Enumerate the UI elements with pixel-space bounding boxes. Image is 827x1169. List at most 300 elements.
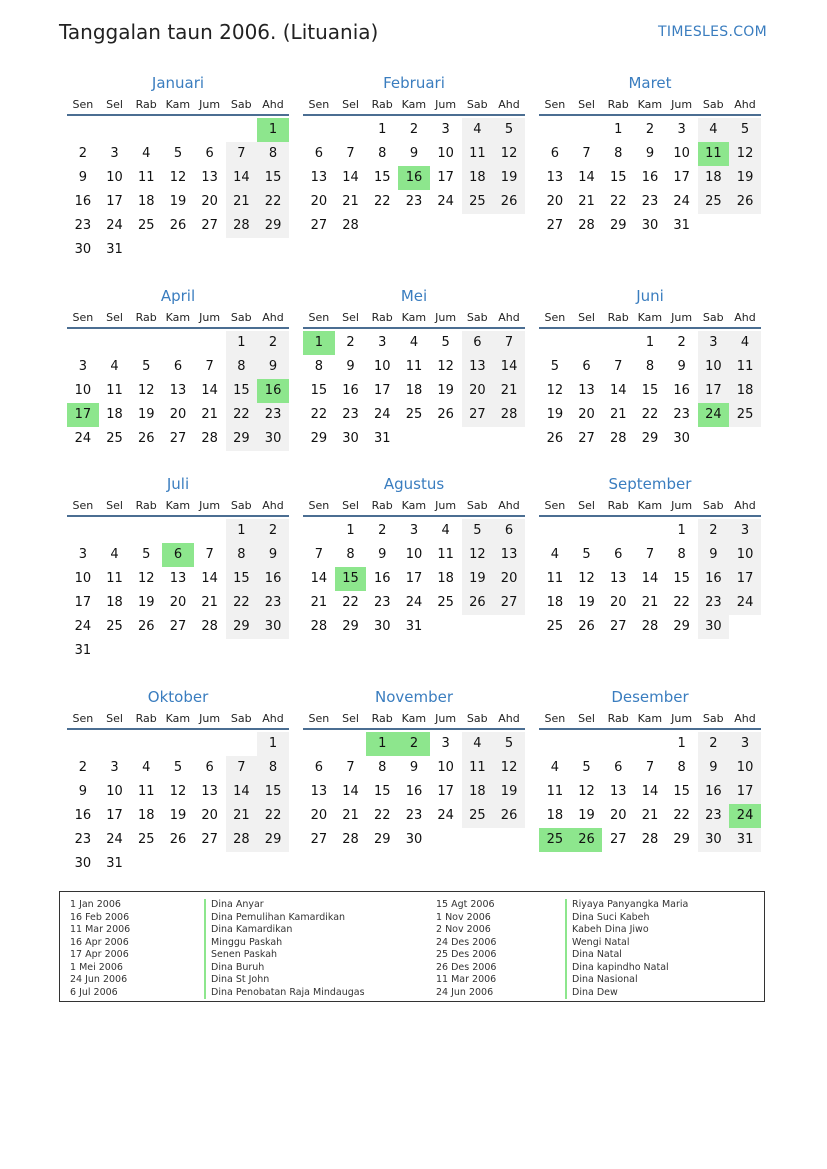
day-cell: 14: [641, 784, 659, 799]
day-cell: 21: [342, 808, 359, 823]
day-cell: 4: [409, 335, 419, 350]
weekday-label: Sab: [702, 498, 724, 512]
day-cell: 22: [373, 194, 391, 209]
day-cell: 9: [78, 170, 87, 185]
weekday-label: Kam: [637, 310, 663, 324]
site-link[interactable]: TIMESLES.COM: [658, 24, 767, 40]
day-cell: 23: [641, 194, 659, 209]
day-cell: 2: [346, 335, 355, 350]
legend-holiday-name: Dina St John: [204, 974, 365, 987]
day-cell: 29: [226, 427, 258, 451]
empty-cell: [130, 331, 162, 355]
day-cell: 16: [342, 383, 359, 398]
day-cell: 9: [257, 355, 289, 379]
legend-dates-right: [436, 899, 496, 999]
day-cell: 3: [441, 736, 450, 751]
empty-cell: [698, 214, 730, 238]
empty-cell: [226, 732, 258, 756]
day-cell: 20: [462, 379, 494, 403]
day-cell: 23: [257, 403, 289, 427]
day-cell: 30: [698, 828, 730, 852]
day-cell: 14: [226, 166, 258, 190]
day-cell: 18: [106, 595, 123, 610]
day-cell: 24: [405, 595, 423, 610]
day-cell: 16: [641, 170, 659, 185]
empty-cell: [99, 331, 131, 355]
weekday-header: [67, 708, 289, 730]
day-cell: 27: [201, 832, 218, 847]
day-cell: 5: [582, 760, 591, 775]
day-cell: 23: [74, 218, 92, 233]
day-cell: 6: [173, 359, 183, 374]
day-cell: 22: [673, 595, 690, 610]
day-cell: 15: [373, 170, 391, 185]
day-cell: 10: [74, 571, 92, 586]
day-cell: 16: [74, 808, 92, 823]
day-cell: 17: [437, 170, 454, 185]
day-cell: 25: [462, 190, 494, 214]
weekday-label: Jum: [199, 310, 221, 324]
day-cell: 4: [110, 359, 119, 374]
day-cell: 28: [578, 218, 595, 233]
day-cell: 17: [74, 595, 92, 610]
day-cell: 24: [673, 194, 690, 209]
legend-date: 1 Mei 2006: [70, 961, 123, 973]
day-cell: 21: [641, 808, 659, 823]
day-cell: 30: [698, 615, 730, 639]
day-cell: 21: [310, 595, 328, 610]
day-cell: 22: [257, 804, 289, 828]
day-cell: 5: [729, 118, 761, 142]
day-cell: 2: [78, 146, 87, 161]
day-cell: 4: [441, 523, 450, 538]
day-cell: 25: [729, 403, 761, 427]
day-cell: 11: [462, 756, 494, 780]
day-cell: 8: [314, 359, 323, 374]
day-cell: 27: [462, 403, 494, 427]
legend-holiday-name: Kabeh Dina Jiwo: [565, 924, 688, 937]
month-juli: [67, 473, 289, 663]
day-cell: 27: [169, 619, 187, 634]
empty-cell: [634, 519, 666, 543]
day-cell: 1: [677, 736, 686, 751]
day-cell: 21: [201, 595, 218, 610]
weekday-label: Rab: [135, 498, 157, 512]
day-cell: 5: [493, 732, 525, 756]
legend-date: 1 Nov 2006: [436, 911, 491, 923]
day-cell: 14: [342, 784, 359, 799]
day-cell: 2: [409, 122, 419, 137]
weekday-label: Jum: [435, 711, 457, 725]
day-cell: 30: [405, 832, 423, 847]
day-cell: 18: [462, 166, 494, 190]
day-cell: 8: [257, 142, 289, 166]
empty-cell: [130, 639, 162, 663]
day-cell: 6: [205, 760, 214, 775]
day-cell: 7: [645, 760, 655, 775]
weekday-header: [539, 307, 761, 329]
day-cell: 13: [546, 170, 564, 185]
weekday-label: Kam: [637, 711, 663, 725]
day-cell: 20: [609, 808, 627, 823]
empty-cell: [226, 852, 258, 876]
day-cell: 5: [173, 760, 183, 775]
weekday-label: Jum: [671, 310, 693, 324]
day-cell: 30: [257, 615, 289, 639]
day-cell: 19: [137, 407, 155, 422]
day-cell: 26: [437, 407, 454, 422]
day-cell: 7: [205, 359, 214, 374]
empty-cell: [539, 331, 571, 355]
empty-cell: [398, 427, 430, 451]
day-cell: 18: [546, 808, 564, 823]
day-cell: 21: [342, 194, 359, 209]
month-maret: [539, 72, 761, 238]
weekday-label: Sel: [342, 498, 359, 512]
weekday-label: Jum: [671, 498, 693, 512]
legend-holiday-name: Dina Nasional: [565, 974, 688, 987]
weekday-label: Sen: [308, 711, 330, 725]
empty-cell: [257, 639, 289, 663]
month-title: Oktober: [147, 688, 209, 706]
day-cell: 7: [645, 547, 655, 562]
weekday-label: Sen: [544, 97, 566, 111]
weekday-label: Ahd: [734, 310, 756, 324]
day-cell: 4: [550, 547, 559, 562]
legend-date: 24 Jun 2006: [70, 974, 128, 985]
empty-cell: [539, 519, 571, 543]
empty-cell: [729, 427, 761, 451]
day-cell: 13: [578, 383, 595, 398]
empty-cell: [162, 732, 194, 756]
empty-cell: [493, 828, 525, 852]
holiday-legend: [59, 891, 765, 1002]
day-cell: 26: [729, 190, 761, 214]
month-februari: [303, 72, 525, 238]
day-cell: 22: [609, 194, 627, 209]
day-cell: 28: [201, 619, 218, 634]
empty-cell: [99, 639, 131, 663]
weekday-label: Rab: [607, 310, 629, 324]
day-cell: 18: [729, 379, 761, 403]
day-cell: 6: [314, 760, 323, 775]
day-cell: 22: [257, 190, 289, 214]
day-cell: 27: [310, 218, 328, 233]
day-cell: 18: [137, 808, 155, 823]
day-cell: 10: [405, 547, 423, 562]
day-cell: 4: [110, 547, 119, 562]
empty-cell: [335, 732, 367, 756]
day-cell: 14: [578, 170, 595, 185]
day-cell: 12: [546, 383, 564, 398]
day-cell: 31: [673, 218, 690, 233]
day-cell: 13: [609, 784, 627, 799]
day-cell: 3: [409, 523, 419, 538]
day-cell: 8: [614, 146, 623, 161]
day-cell: 27: [578, 431, 595, 446]
weekday-label: Sel: [578, 498, 595, 512]
day-cell: 19: [729, 166, 761, 190]
day-cell: 30: [257, 427, 289, 451]
day-cell: 6: [550, 146, 559, 161]
legend-date: 24 Jun 2006: [436, 986, 494, 998]
day-cell: 9: [346, 359, 355, 374]
weekday-label: Sen: [544, 711, 566, 725]
day-cell: 13: [609, 571, 627, 586]
day-cell: 14: [201, 571, 218, 586]
weekday-label: Jum: [199, 498, 221, 512]
empty-cell: [539, 118, 571, 142]
weekday-label: Rab: [607, 711, 629, 725]
day-cell: 29: [609, 218, 627, 233]
day-cell: 25: [539, 828, 571, 852]
day-cell: 27: [493, 591, 525, 615]
legend-date: 2 Nov 2006: [436, 924, 491, 935]
legend-names-right: [565, 899, 688, 999]
empty-cell: [462, 615, 494, 639]
day-cell: 13: [462, 355, 494, 379]
day-grid: [303, 732, 525, 852]
day-cell: 1: [614, 122, 623, 137]
weekday-label: Rab: [135, 711, 157, 725]
month-title: Januari: [151, 74, 205, 92]
day-cell: 8: [226, 543, 258, 567]
legend-names-left: [204, 899, 365, 999]
day-grid: [67, 331, 289, 451]
day-cell: 17: [729, 567, 761, 591]
day-cell: 13: [493, 543, 525, 567]
day-cell: 20: [169, 407, 187, 422]
weekday-label: Rab: [371, 97, 393, 111]
weekday-header: [303, 307, 525, 329]
day-cell: 17: [729, 780, 761, 804]
empty-cell: [303, 519, 335, 543]
day-cell: 8: [346, 547, 355, 562]
weekday-label: Sab: [230, 711, 252, 725]
weekday-label: Sen: [72, 498, 94, 512]
weekday-label: Jum: [435, 498, 457, 512]
day-cell: 20: [169, 595, 187, 610]
day-cell: 12: [493, 142, 525, 166]
empty-cell: [571, 118, 603, 142]
day-cell: 22: [641, 407, 659, 422]
day-cell: 17: [405, 571, 423, 586]
day-cell: 4: [698, 118, 730, 142]
day-cell: 24: [373, 407, 391, 422]
day-cell: 26: [578, 619, 595, 634]
empty-cell: [462, 427, 494, 451]
day-cell: 20: [310, 194, 328, 209]
weekday-label: Ahd: [498, 498, 520, 512]
legend-holiday-name: Dina Buruh: [204, 962, 365, 975]
day-cell: 15: [310, 383, 328, 398]
day-cell: 5: [462, 519, 494, 543]
empty-cell: [194, 519, 226, 543]
day-cell: 12: [169, 784, 187, 799]
day-cell: 23: [405, 808, 423, 823]
day-cell: 24: [74, 619, 92, 634]
weekday-label: Sen: [72, 711, 94, 725]
day-cell: 20: [201, 808, 218, 823]
day-cell: 31: [106, 242, 123, 257]
month-title: Juni: [636, 287, 664, 305]
day-cell: 29: [257, 214, 289, 238]
month-oktober: [67, 686, 289, 876]
day-grid: [303, 118, 525, 238]
month-title: Juli: [166, 475, 190, 493]
empty-cell: [398, 214, 430, 238]
day-cell: 9: [645, 146, 655, 161]
day-grid: [539, 732, 761, 852]
day-cell: 6: [462, 331, 494, 355]
weekday-header: [303, 495, 525, 517]
empty-cell: [130, 852, 162, 876]
day-cell: 28: [609, 431, 627, 446]
weekday-label: Kam: [165, 498, 191, 512]
legend-holiday-name: Dina Penobatan Raja Mindaugas: [204, 987, 365, 1000]
day-cell: 26: [137, 431, 155, 446]
empty-cell: [257, 852, 289, 876]
legend-holiday-name: Dina Natal: [565, 949, 688, 962]
day-cell: 26: [546, 431, 564, 446]
day-cell: 2: [698, 732, 730, 756]
day-cell: 8: [645, 359, 655, 374]
empty-cell: [335, 118, 367, 142]
day-cell: 27: [546, 218, 564, 233]
day-cell: 21: [226, 804, 258, 828]
empty-cell: [194, 238, 226, 262]
day-cell: 19: [462, 567, 494, 591]
day-cell: 29: [342, 619, 359, 634]
day-cell: 12: [462, 543, 494, 567]
day-cell: 8: [378, 146, 387, 161]
day-cell: 11: [437, 547, 454, 562]
legend-date: 15 Agt 2006: [436, 899, 495, 910]
day-cell: 1: [257, 732, 289, 756]
day-cell: 10: [698, 355, 730, 379]
day-cell: 14: [342, 170, 359, 185]
weekday-label: Kam: [401, 498, 427, 512]
empty-cell: [226, 639, 258, 663]
day-cell: 12: [137, 383, 155, 398]
empty-cell: [162, 519, 194, 543]
empty-cell: [303, 118, 335, 142]
day-cell: 6: [493, 519, 525, 543]
day-cell: 5: [493, 118, 525, 142]
weekday-label: Kam: [165, 310, 191, 324]
empty-cell: [430, 214, 462, 238]
day-cell: 12: [493, 756, 525, 780]
day-cell: 28: [493, 403, 525, 427]
day-cell: 13: [169, 383, 187, 398]
day-cell: 13: [310, 784, 328, 799]
empty-cell: [99, 732, 131, 756]
day-cell: 21: [641, 595, 659, 610]
day-cell: 13: [169, 571, 187, 586]
day-cell: 17: [673, 170, 690, 185]
weekday-label: Rab: [371, 498, 393, 512]
month-juni: [539, 285, 761, 451]
month-januari: [67, 72, 289, 262]
legend-date: 1 Jan 2006: [70, 899, 121, 910]
empty-cell: [130, 519, 162, 543]
empty-cell: [602, 331, 634, 355]
day-grid: [303, 519, 525, 639]
day-cell: 14: [226, 780, 258, 804]
day-cell: 15: [226, 567, 258, 591]
day-cell: 23: [405, 194, 423, 209]
day-cell: 24: [698, 403, 730, 427]
empty-cell: [162, 639, 194, 663]
empty-cell: [729, 615, 761, 639]
day-cell: 7: [226, 142, 258, 166]
weekday-label: Sel: [342, 97, 359, 111]
day-cell: 27: [609, 619, 627, 634]
day-cell: 7: [493, 331, 525, 355]
day-cell: 10: [106, 170, 123, 185]
day-cell: 25: [546, 619, 564, 634]
weekday-label: Jum: [199, 97, 221, 111]
weekday-label: Ahd: [498, 310, 520, 324]
weekday-label: Sab: [702, 711, 724, 725]
day-cell: 19: [437, 383, 454, 398]
day-cell: 20: [493, 567, 525, 591]
day-cell: 3: [78, 359, 87, 374]
day-cell: 28: [342, 832, 359, 847]
day-cell: 10: [729, 543, 761, 567]
empty-cell: [571, 331, 603, 355]
day-cell: 16: [398, 166, 430, 190]
day-cell: 3: [441, 122, 450, 137]
day-cell: 31: [106, 856, 123, 871]
weekday-header: [303, 94, 525, 116]
day-cell: 21: [578, 194, 595, 209]
day-cell: 12: [578, 784, 595, 799]
empty-cell: [162, 852, 194, 876]
empty-cell: [226, 238, 258, 262]
day-cell: 26: [462, 591, 494, 615]
weekday-label: Ahd: [262, 310, 284, 324]
day-cell: 26: [137, 619, 155, 634]
empty-cell: [366, 214, 398, 238]
weekday-header: [67, 307, 289, 329]
day-cell: 21: [493, 379, 525, 403]
empty-cell: [430, 427, 462, 451]
day-grid: [67, 519, 289, 663]
day-cell: 7: [614, 359, 623, 374]
weekday-label: Ahd: [734, 97, 756, 111]
day-cell: 8: [226, 355, 258, 379]
day-cell: 4: [142, 760, 151, 775]
weekday-label: Kam: [401, 97, 427, 111]
day-cell: 12: [578, 571, 595, 586]
day-cell: 15: [335, 567, 367, 591]
legend-date: 16 Apr 2006: [70, 936, 129, 948]
day-cell: 12: [437, 359, 454, 374]
day-cell: 3: [110, 146, 119, 161]
day-cell: 10: [729, 756, 761, 780]
day-cell: 22: [673, 808, 690, 823]
day-cell: 28: [201, 431, 218, 446]
day-cell: 9: [677, 359, 686, 374]
day-cell: 16: [405, 784, 423, 799]
day-cell: 4: [142, 146, 151, 161]
day-cell: 23: [673, 407, 690, 422]
weekday-label: Rab: [371, 310, 393, 324]
day-cell: 15: [641, 383, 659, 398]
day-cell: 25: [698, 190, 730, 214]
day-cell: 30: [342, 431, 359, 446]
